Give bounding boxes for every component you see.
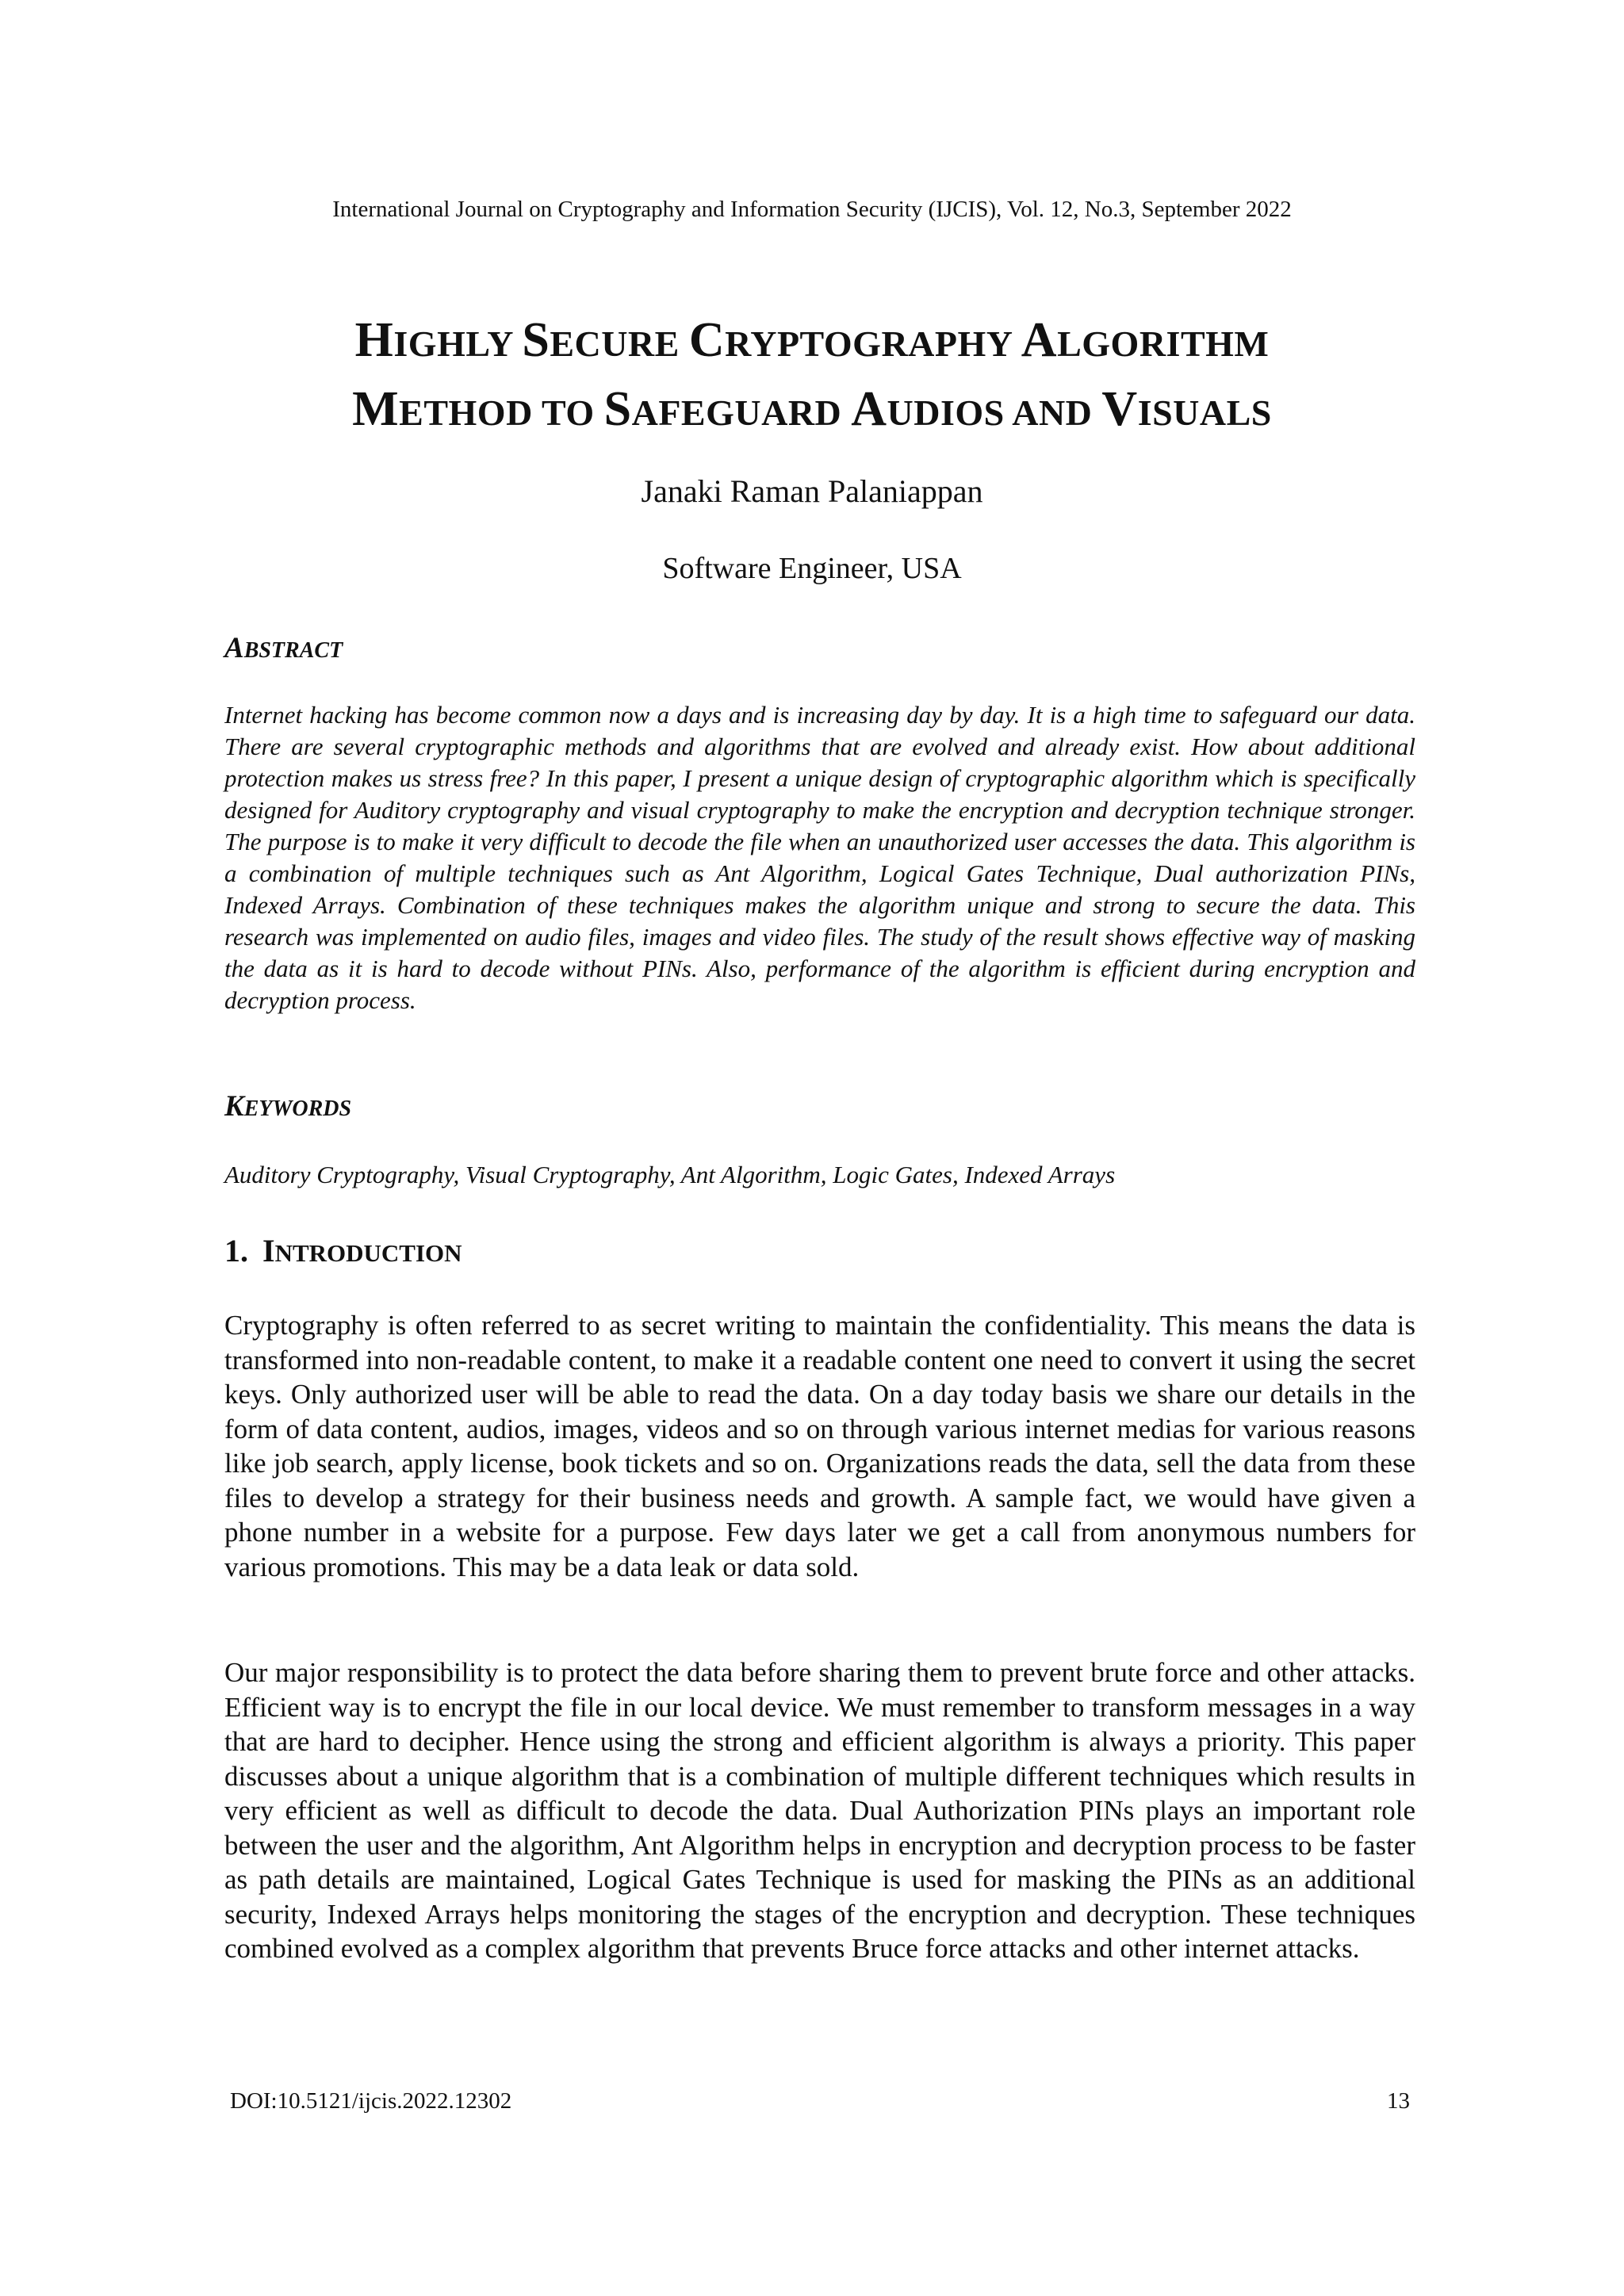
keywords-text: Auditory Cryptography, Visual Cryptography, Ant Algorithm, Logic Gates, Indexed Arrays xyxy=(224,1161,1116,1188)
introduction-paragraph-1: Cryptography is often referred to as secret writing to maintain the confidentiality. This means the data is transformed into non-readable content, to make it a readable content one need to convert it using the secret keys. Only authorized user will be able to read the data. On a day today basis we share our details in the form of data content, audios, images, videos and so on through various internet medias for various reasons like job search, apply license, book tickets and so on. Organizations reads the data, sell the data from these files to develop a strategy for their business needs and growth. A sample fact, we would have given a phone number in a website for a purpose. Few days later we get a call from anonymous numbers for various promotions. This may be a data leak or data sold. xyxy=(224,1310,1415,1582)
section-number: 1. xyxy=(224,1233,248,1269)
introduction-heading xyxy=(224,1232,462,1272)
keywords-heading: KEYWORDS xyxy=(224,1090,352,1123)
author-affiliation: Software Engineer, USA xyxy=(662,552,962,585)
introduction-paragraph-2: Our major responsibility is to protect the data before sharing them to prevent brute force and other attacks. Efficient way is to encrypt the file in our local device. We must remember to transform messages in a way that are hard to decipher. Hence using the strong and efficient algorithm is always a priority. This paper discusses about a unique algorithm that is a combination of multiple different techniques which results in very efficient as well as difficult to decode the data. Dual Authorization PINs plays an important role between the user and the algorithm, Ant Algorithm helps in encryption and decryption process to be faster as path details are maintained, Logical Gates Technique is used for masking the PINs as an additional security, Indexed Arrays helps monitoring the stages of the encryption and decryption. These techniques combined evolved as a complex algorithm that prevents Bruce force attacks and other internet attacks. xyxy=(224,1657,1415,1964)
footer-page-number: 13 xyxy=(1387,2088,1410,2114)
title-line-2: METHOD TO SAFEGUARD AUDIOS AND VISUALS xyxy=(352,382,1272,436)
footer-doi: DOI:10.5121/ijcis.2022.12302 xyxy=(230,2088,512,2114)
title-line-1: HIGHLY SECURE CRYPTOGRAPHY ALGORITHM xyxy=(354,313,1270,367)
author-name: Janaki Raman Palaniappan xyxy=(641,473,983,509)
journal-header: International Journal on Cryptography and Information Security (IJCIS), Vol. 12, No.3, September 2022 xyxy=(332,197,1292,222)
abstract-heading: ABSTRACT xyxy=(224,632,343,664)
abstract-text: Internet hacking has become common now a days and is increasing day by day. It is a high time to safeguard our data. There are several cryptographic methods and algorithms that are evolved and already exist. How about additional protection makes us stress free? In this paper, I present a unique design of cryptographic algorithm which is specifically designed for Auditory cryptography and visual cryptography to make the encryption and decryption technique stronger. The purpose is to make it very difficult to decode the file when an unauthorized user accesses the data. This algorithm is a combination of multiple techniques such as Ant Algorithm, Logical Gates Technique, Dual authorization PINs, Indexed Arrays. Combination of these techniques makes the algorithm unique and strong to secure the data. This research was implemented on audio files, images and video files. The study of the result shows effective way of masking the data as it is hard to decode without PINs. Also, performance of the algorithm is efficient during encryption and decryption process. xyxy=(224,701,1415,1014)
paper-title xyxy=(159,308,1465,446)
section-title: INTRODUCTION xyxy=(262,1233,462,1269)
